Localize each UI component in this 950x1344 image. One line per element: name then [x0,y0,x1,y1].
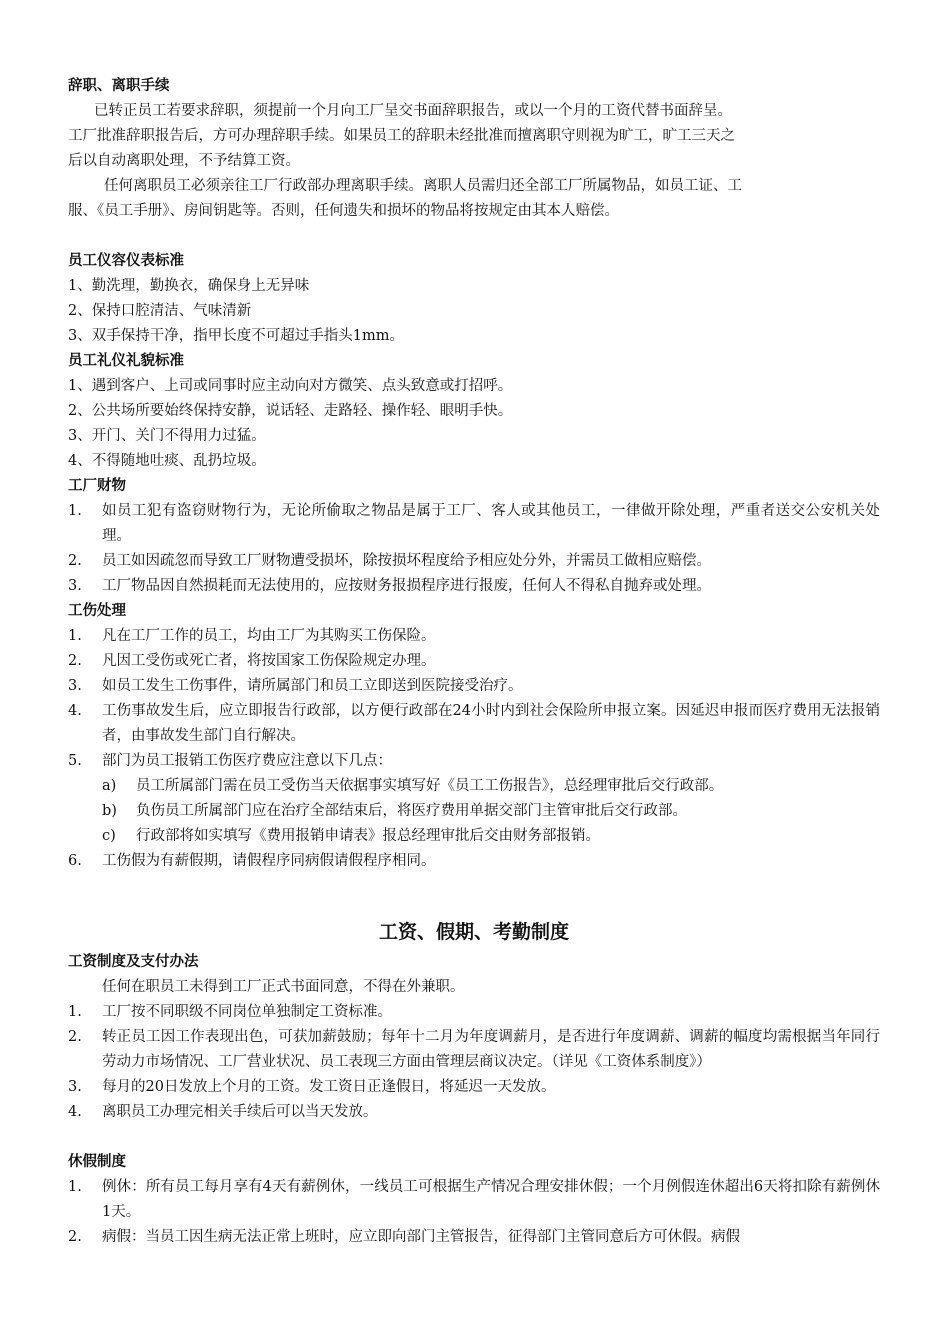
item-number: c) [102,828,116,844]
list-item [68,624,880,649]
list-item: 3、开门、关门不得用力过猛。 [68,428,266,444]
item-text: 每月的20日发放上个月的工资。发工资日正逢假日，将延迟一天发放。 [102,1079,556,1095]
sub-list-item [68,824,880,849]
item-number: 4. [68,703,82,719]
item-number: 6. [68,853,82,869]
sub-list-item [68,799,880,824]
item-text: 工厂按不同职级不同岗位单独制定工资标准。 [102,1004,392,1020]
paragraph-line: 工厂批准辞职报告后，方可办理辞职手续。如果员工的辞职未经批准而擅离职守则视为旷工，旷工三天之 [68,128,735,144]
item-text: 工厂物品因自然损耗而无法使用的，应按财务报损程序进行报废，任何人不得私自抛弃或处理。 [102,578,711,594]
section-heading-appearance: 员工仪容仪表标准 [68,253,184,269]
section-heading-leave: 休假制度 [68,1154,126,1170]
item-text: 工伤事故发生后，应立即报告行政部，以方便行政部在24小时内到社会保险所申报立案。因延迟申报而医疗费用无法报销者，由事故发生部门自行解决。 [102,703,880,744]
document-page [68,74,880,1250]
list-item: 2、公共场所要始终保持安静，说话轻、走路轻、操作轻、眼明手快。 [68,403,513,419]
item-number: 2. [68,553,82,569]
list-item [68,749,880,774]
list-item [68,849,880,874]
list-item [68,1000,880,1025]
chapter-title: 工资、假期、考勤制度 [378,921,569,943]
list-item [68,574,880,599]
paragraph-line: 后以自动离职处理，不予结算工资。 [68,153,300,169]
item-number: 2. [68,1029,82,1045]
list-item [68,1075,880,1100]
item-number: a) [102,778,117,794]
item-number: 1. [68,628,82,644]
item-text: 员工如因疏忽而导致工厂财物遭受损坏，除按损坏程度给予相应处分外，并需员工做相应赔偿。 [102,553,711,569]
item-text: 病假：当员工因生病无法正常上班时，应立即向部门主管报告，征得部门主管同意后方可休假。病假 [102,1229,740,1245]
item-number: 4. [68,1104,82,1120]
item-number: 3. [68,678,82,694]
list-item [68,549,880,574]
sub-list-item [68,774,880,799]
item-number: 1. [68,503,82,519]
item-text: 负伤员工所属部门应在治疗全部结束后，将医疗费用单据交部门主管审批后交行政部。 [136,803,687,819]
list-item: 1、遇到客户、上司或同事时应主动向对方微笑、点头致意或打招呼。 [68,378,513,394]
paragraph-line: 任何在职员工未得到工厂正式书面同意，不得在外兼职。 [102,979,465,995]
item-text: 例休：所有员工每月享有4天有薪例休，一线员工可根据生产情况合理安排休假；一个月例假连休超出6天将扣除有薪例休1天。 [102,1179,880,1220]
list-item [68,499,880,549]
item-text: 如员工犯有盗窃财物行为，无论所偷取之物品是属于工厂、客人或其他员工，一律做开除处理，严重者送交公安机关处理。 [102,503,880,544]
item-text: 行政部将如实填写《费用报销申请表》报总经理审批后交由财务部报销。 [136,828,600,844]
list-item [68,1100,880,1125]
item-text: 员工所属部门需在员工受伤当天依据事实填写好《员工工伤报告》，总经理审批后交行政部。 [136,778,724,794]
paragraph-line: 已转正员工若要求辞职，须提前一个月向工厂呈交书面辞职报告，或以一个月的工资代替书面辞呈。 [94,103,732,119]
list-item [68,649,880,674]
section-heading-property: 工厂财物 [68,478,126,494]
list-item: 2、保持口腔清洁、气味清新 [68,303,252,319]
list-item: 4、不得随地吐痰、乱扔垃圾。 [68,453,266,469]
paragraph-line: 服、《员工手册》、房间钥匙等。否则，任何遗失和损坏的物品将按规定由其本人赔偿。 [68,203,619,219]
item-number: 1. [68,1179,82,1195]
list-item [68,699,880,749]
item-number: 2. [68,1229,82,1245]
list-item [68,1175,880,1225]
item-number: 5. [68,753,82,769]
list-item [68,1225,880,1250]
item-text: 转正员工因工作表现出色，可获加薪鼓励；每年十二月为年度调薪月，是否进行年度调薪、调薪的幅度均需根据当年同行劳动力市场情况、工厂营业状况、员工表现三方面由管理层商议决定。（详见《工资体系制度》） [102,1029,880,1070]
list-item: 1、勤洗理，勤换衣，确保身上无异味 [68,278,310,294]
item-number: b) [102,803,117,819]
section-heading-resign: 辞职、离职手续 [68,78,170,94]
list-item [68,674,880,699]
item-text: 凡因工受伤或死亡者，将按国家工伤保险规定办理。 [102,653,436,669]
item-number: 3. [68,1079,82,1095]
item-number: 1. [68,1004,82,1020]
paragraph-line: 任何离职员工必须亲往工厂行政部办理离职手续。离职人员需归还全部工厂所属物品，如员工证、工 [104,178,742,194]
section-heading-etiquette: 员工礼仪礼貌标准 [68,353,184,369]
list-item [68,1025,880,1075]
item-text: 离职员工办理完相关手续后可以当天发放。 [102,1104,378,1120]
section-heading-injury: 工伤处理 [68,603,126,619]
item-text: 凡在工厂工作的员工，均由工厂为其购买工伤保险。 [102,628,436,644]
item-text: 工伤假为有薪假期，请假程序同病假请假程序相同。 [102,853,436,869]
item-number: 3. [68,578,82,594]
item-text: 如员工发生工伤事件，请所属部门和员工立即送到医院接受治疗。 [102,678,523,694]
item-number: 2. [68,653,82,669]
section-heading-salary: 工资制度及支付办法 [68,954,199,970]
list-item: 3、双手保持干净，指甲长度不可超过手指头1mm。 [68,328,404,344]
item-text: 部门为员工报销工伤医疗费应注意以下几点： [102,753,392,769]
